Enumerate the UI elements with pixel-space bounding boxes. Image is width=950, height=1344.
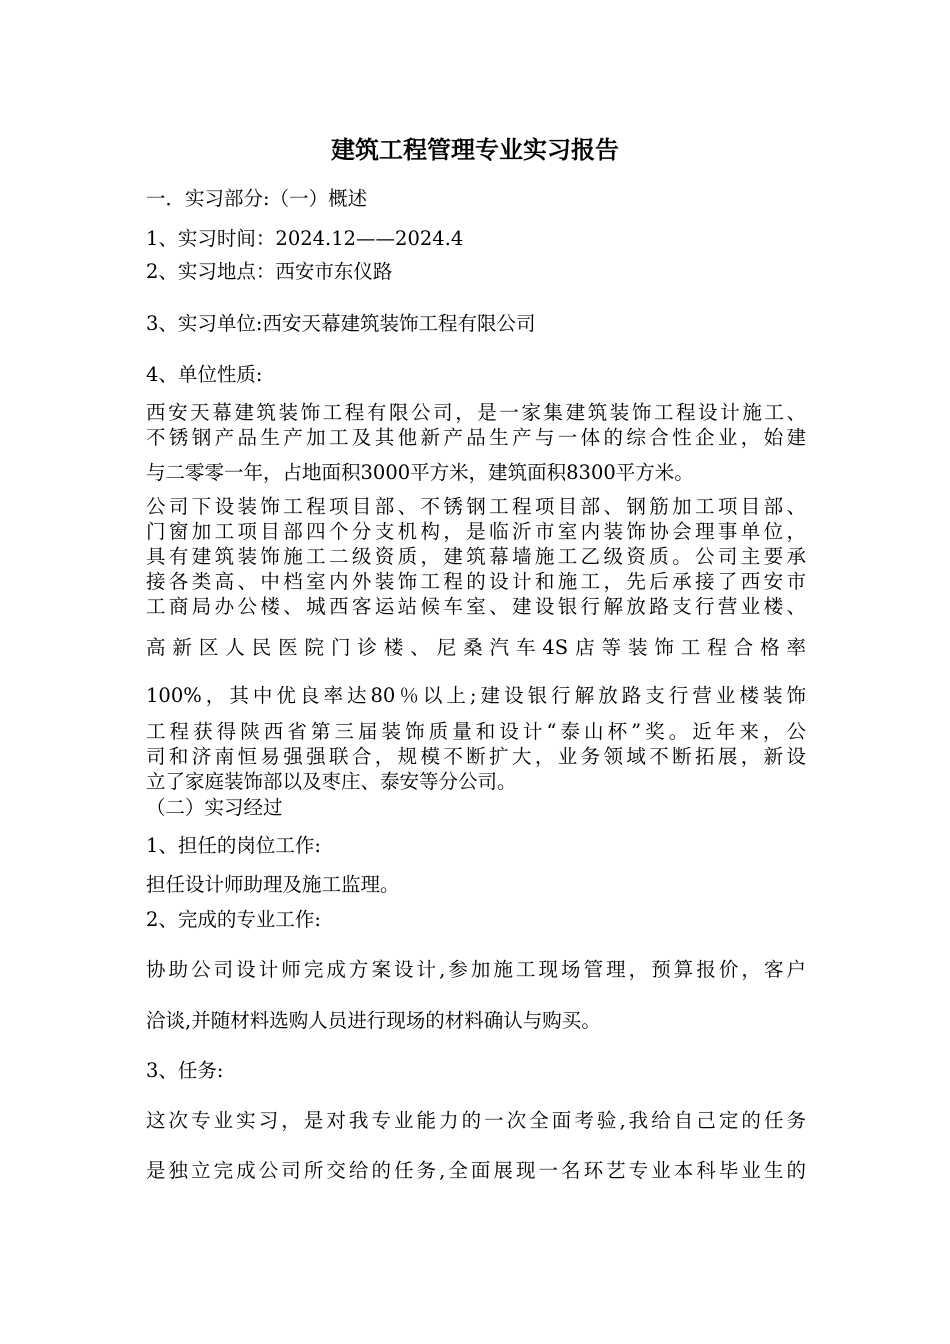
- paragraph-line: 工程获得陕西省第三届装饰质量和设计“泰山杯”奖。近年来，公: [146, 720, 806, 743]
- internship-time: 1、实习时间：2024.12——2024.4: [146, 227, 464, 250]
- paragraph-line: 工商局办公楼、城西客运站候车室、建设银行解放路支行营业楼、: [146, 595, 806, 618]
- paragraph-line: 不锈钢产品生产加工及其他新产品生产与一体的综合性企业，始建: [146, 426, 806, 449]
- section-heading-overview: 一．实习部分:（一）概述: [146, 187, 368, 210]
- page-title: 建筑工程管理专业实习报告: [331, 135, 619, 164]
- internship-unit: 3、实习单位:西安天幕建筑装饰工程有限公司: [146, 312, 536, 335]
- paragraph-line: 接各类高、中档室内外装饰工程的设计和施工，先后承接了西安市: [146, 570, 806, 593]
- paragraph-line: 门窗加工项目部四个分支机构，是临沂市室内装饰协会理事单位，: [146, 520, 806, 543]
- paragraph-line: 公司下设装饰工程项目部、不锈钢工程项目部、钢筋加工项目部、: [146, 495, 806, 518]
- paragraph-line: 高新区人民医院门诊楼、尼桑汽车4S店等装饰工程合格率: [146, 636, 806, 659]
- paragraph-line: 100%，其中优良率达80％以上;建设银行解放路支行营业楼装饰: [146, 684, 806, 707]
- professional-work-label: 2、完成的专业工作:: [146, 908, 321, 931]
- job-position-label: 1、担任的岗位工作:: [146, 834, 321, 857]
- section-heading-process: （二）实习经过: [146, 796, 283, 819]
- paragraph-line: 与二零零一年，占地面积3000平方米，建筑面积8300平方米。: [146, 461, 694, 484]
- job-position-text: 担任设计师助理及施工监理。: [146, 873, 400, 896]
- paragraph-line: 司和济南恒易强强联合，规模不断扩大，业务领域不断拓展，新设: [146, 745, 806, 768]
- paragraph-line: 协助公司设计师完成方案设计,参加施工现场管理，预算报价，客户: [146, 958, 806, 981]
- paragraph-line: 洽谈,并随材料选购人员进行现场的材料确认与购买。: [146, 1009, 601, 1032]
- paragraph-line: 立了家庭装饰部以及枣庄、泰安等分公司。: [146, 770, 517, 793]
- internship-location: 2、实习地点：西安市东仪路: [146, 260, 393, 283]
- paragraph-line: 这次专业实习，是对我专业能力的一次全面考验,我给自己定的任务: [146, 1109, 806, 1132]
- paragraph-line: 是独立完成公司所交给的任务,全面展现一名环艺专业本科毕业生的: [146, 1159, 806, 1182]
- task-label: 3、任务:: [146, 1059, 224, 1082]
- paragraph-line: 具有建筑装饰施工二级资质，建筑幕墙施工乙级资质。公司主要承: [146, 545, 806, 568]
- unit-nature-label: 4、单位性质:: [146, 363, 263, 386]
- paragraph-line: 西安天幕建筑装饰工程有限公司，是一家集建筑装饰工程设计施工、: [146, 401, 806, 424]
